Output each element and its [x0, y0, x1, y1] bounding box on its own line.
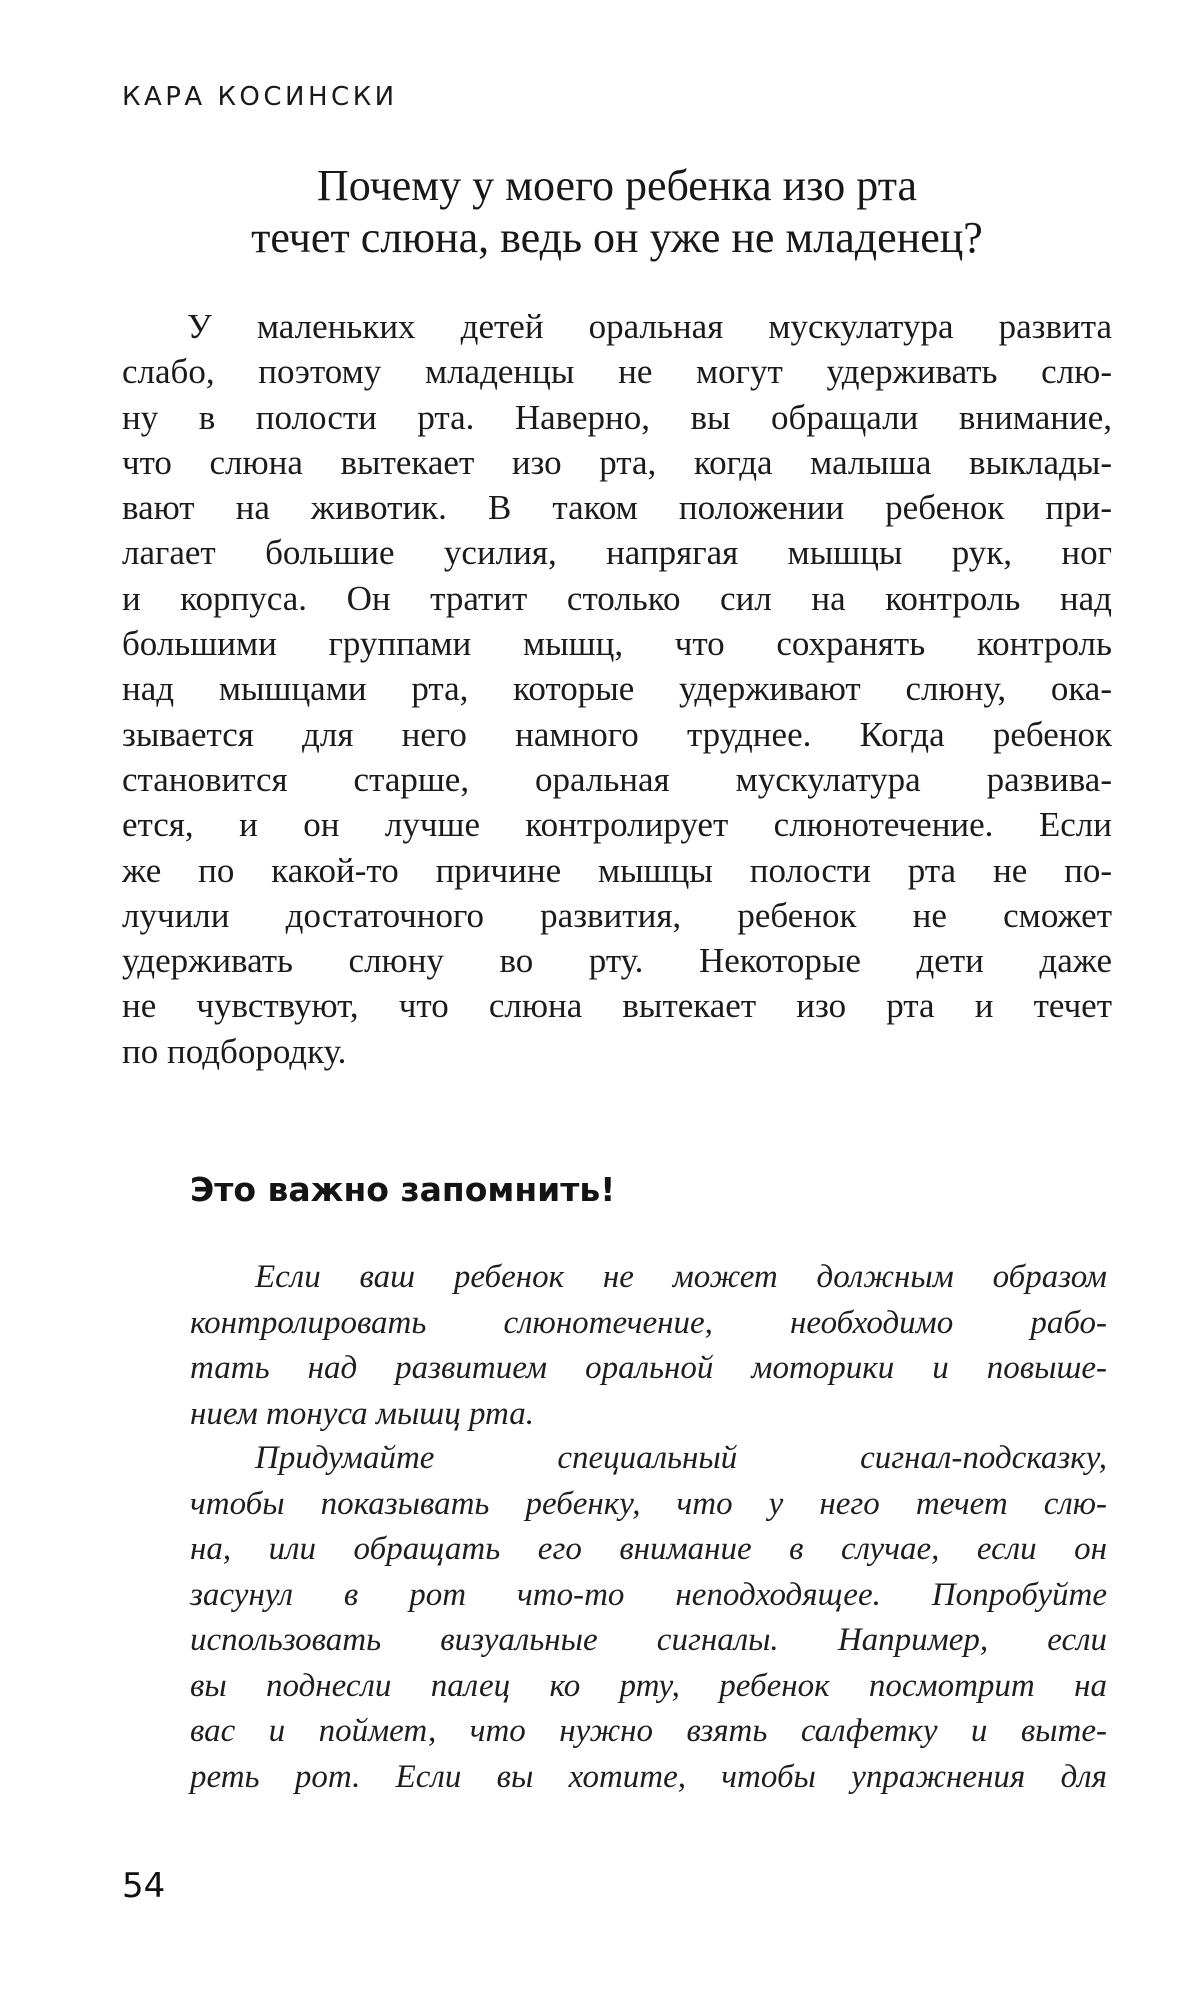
paragraph-line: не чувствуют, что слюна вытекает изо рта и течет [122, 986, 1112, 1026]
italic-line: на, или обращать его внимание в случае, если он [190, 1531, 1107, 1567]
title-line: течет слюна, ведь он уже не младенец? [251, 213, 983, 262]
remember-paragraph-2 [190, 1436, 1107, 1800]
paragraph-line: У маленьких детей оральная мускулатура развита [187, 307, 1112, 346]
italic-line: засунул в рот что-то неподходящее. Попробуйте [190, 1576, 1107, 1613]
title-line: Почему у моего ребенка изо рта [316, 161, 918, 210]
paragraph-line: лагает большие усилия, напрягая мышцы рук, ног [122, 533, 1112, 573]
paragraph-line: и корпуса. Он тратит столько сил на контроль над [122, 578, 1112, 618]
main-paragraph [122, 304, 1112, 1074]
remember-box-heading: Это важно запомнить! [190, 1170, 616, 1209]
italic-line: Придумайте специальный сигнал-подсказку, [255, 1440, 1107, 1476]
italic-line: Если ваш ребенок не может должным образом [255, 1259, 1107, 1295]
italic-line: вас и поймет, что нужно взять салфетку и выте- [190, 1713, 1107, 1749]
paragraph-line: по подбородку. [122, 1031, 347, 1071]
paragraph-line: большими группами мышц, что сохранять контроль [122, 624, 1112, 664]
paragraph-line: лучили достаточного развития, ребенок не сможет [122, 895, 1112, 935]
paragraph-line: вают на животик. В таком положении ребенок при- [122, 488, 1112, 528]
paragraph-line: ну в полости рта. Наверно, вы обращали внимание, [122, 397, 1112, 437]
italic-line: реть рот. Если вы хотите, чтобы упражнения для [190, 1758, 1107, 1795]
running-head: КАРА КОСИНСКИ [122, 82, 398, 112]
paragraph-line: удерживать слюну во рту. Некоторые дети даже [122, 941, 1112, 981]
paragraph-line: становится старше, оральная мускулатура развива- [122, 759, 1112, 799]
paragraph-line: же по какой-то причине мышцы полости рта не по- [122, 850, 1112, 890]
italic-line: вы поднесли палец ко рту, ребенок посмотрит на [190, 1667, 1107, 1704]
italic-line: использовать визуальные сигналы. Например, если [190, 1622, 1107, 1658]
italic-line: контролировать слюнотечение, необходимо рабо- [190, 1304, 1107, 1341]
remember-paragraph-1 [190, 1255, 1107, 1437]
paragraph-line: ется, и он лучше контролирует слюнотечение. Если [122, 805, 1112, 845]
paragraph-line: слабо, поэтому младенцы не могут удерживать слю- [122, 352, 1112, 392]
italic-line: чтобы показывать ребенку, что у него течет слю- [190, 1485, 1107, 1522]
paragraph-line: над мышцами рта, которые удерживают слюну, ока- [122, 669, 1112, 709]
paragraph-line: что слюна вытекает изо рта, когда малыша выклады- [122, 442, 1112, 482]
italic-line: тать над развитием оральной моторики и повыше- [190, 1350, 1107, 1386]
chapter-title [122, 160, 1112, 264]
italic-line: нием тонуса мышц рта. [190, 1395, 535, 1432]
paragraph-line: зывается для него намного труднее. Когда ребенок [122, 714, 1112, 754]
page-number: 54 [122, 1866, 166, 1906]
